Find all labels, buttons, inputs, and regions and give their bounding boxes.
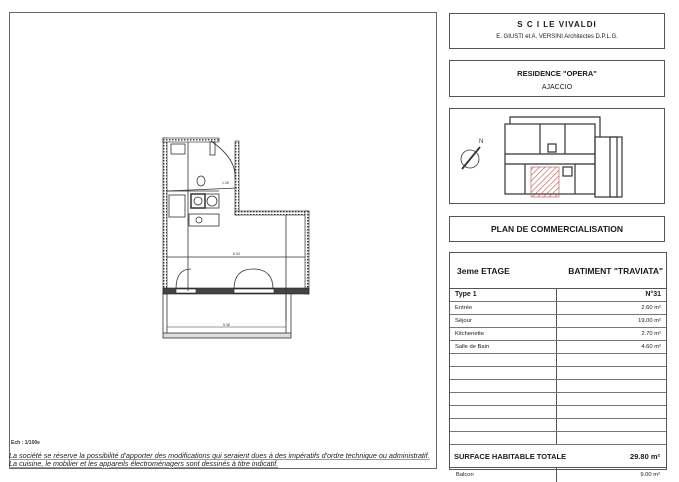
dimension-label: 5.36 xyxy=(223,323,230,327)
room-area: 4.60 m² xyxy=(641,344,661,350)
residence-city: AJACCIO xyxy=(541,84,573,91)
unit-highlight xyxy=(531,167,559,197)
table-row-empty xyxy=(450,432,666,445)
north-arrow-icon xyxy=(461,139,483,169)
room-area: 2.70 m² xyxy=(641,331,661,337)
room-area xyxy=(558,432,666,444)
room-area xyxy=(558,354,666,366)
balcony-area: 9.00 m² xyxy=(640,472,660,478)
table-row-empty xyxy=(450,406,666,419)
table-header xyxy=(450,253,666,289)
room-name xyxy=(450,367,557,379)
room-area: 2.60 m² xyxy=(641,305,661,311)
unit-area-table xyxy=(449,252,667,478)
balcony-label: Balcon xyxy=(450,468,557,482)
unit-number: N°31 xyxy=(645,291,661,298)
table-row-empty xyxy=(450,367,666,380)
room-name xyxy=(450,393,557,405)
company-box xyxy=(449,13,665,49)
scale-label: Ech : 1/100e xyxy=(11,440,40,446)
table-row-empty xyxy=(450,354,666,367)
company-name: S C I LE VIVALDI xyxy=(517,20,597,29)
room-name: Entrée xyxy=(450,302,557,314)
room-name xyxy=(450,419,557,431)
building-outline xyxy=(505,117,622,197)
room-name: Salle de Bain xyxy=(450,341,557,353)
total-area-row xyxy=(450,445,666,468)
document-title-box xyxy=(449,216,665,242)
table-row-empty xyxy=(450,380,666,393)
key-plan-box xyxy=(449,108,665,204)
room-name xyxy=(450,380,557,392)
room-area xyxy=(558,367,666,379)
table-row-type xyxy=(450,289,666,302)
room-name xyxy=(450,354,557,366)
room-name xyxy=(450,406,557,418)
key-plan xyxy=(450,109,664,203)
floor-label: 3eme ETAGE xyxy=(457,266,510,276)
table-row-empty xyxy=(450,393,666,406)
table-row xyxy=(450,328,666,341)
room-area xyxy=(558,419,666,431)
document-title: PLAN DE COMMERCIALISATION xyxy=(490,224,624,234)
disclaimer-line-2: La cuisine, le mobilier et les appareils électroménagers sont dessinés à titre indicatif. xyxy=(9,458,279,468)
room-area xyxy=(558,380,666,392)
floor-plan-frame xyxy=(9,12,437,469)
unit-type: Type 1 xyxy=(450,289,557,301)
room-area xyxy=(558,393,666,405)
disclaimer-line-1: La société se réserve la possibilité d'apporter des modifications qui seraient dues à des impératifs d'ordre technique ou administratif. xyxy=(9,451,430,460)
room-name: Séjour xyxy=(450,315,557,327)
svg-text:N: N xyxy=(479,139,484,145)
room-area xyxy=(558,406,666,418)
apartment-floor-plan xyxy=(10,13,438,470)
room-name xyxy=(450,432,557,444)
residence-box xyxy=(449,60,665,97)
residence-name: RESIDENCE "OPERA" xyxy=(517,69,597,78)
total-label: SURFACE HABITABLE TOTALE xyxy=(454,452,567,461)
room-name: Kitchenette xyxy=(450,328,557,340)
dimension-label: 1.26 xyxy=(222,181,229,185)
table-row xyxy=(450,315,666,328)
table-row-empty xyxy=(450,419,666,432)
table-row xyxy=(450,302,666,315)
table-row xyxy=(450,341,666,354)
disclaimer xyxy=(9,452,437,467)
dimension-label: 6.34 xyxy=(233,252,240,256)
total-area: 29.80 m² xyxy=(629,452,660,461)
architects: E. GIUSTI et A. VERSINI Architectes D.P.L.G. xyxy=(496,34,618,40)
building-label: BATIMENT "TRAVIATA" xyxy=(568,266,663,276)
room-area: 19.00 m² xyxy=(638,318,661,324)
